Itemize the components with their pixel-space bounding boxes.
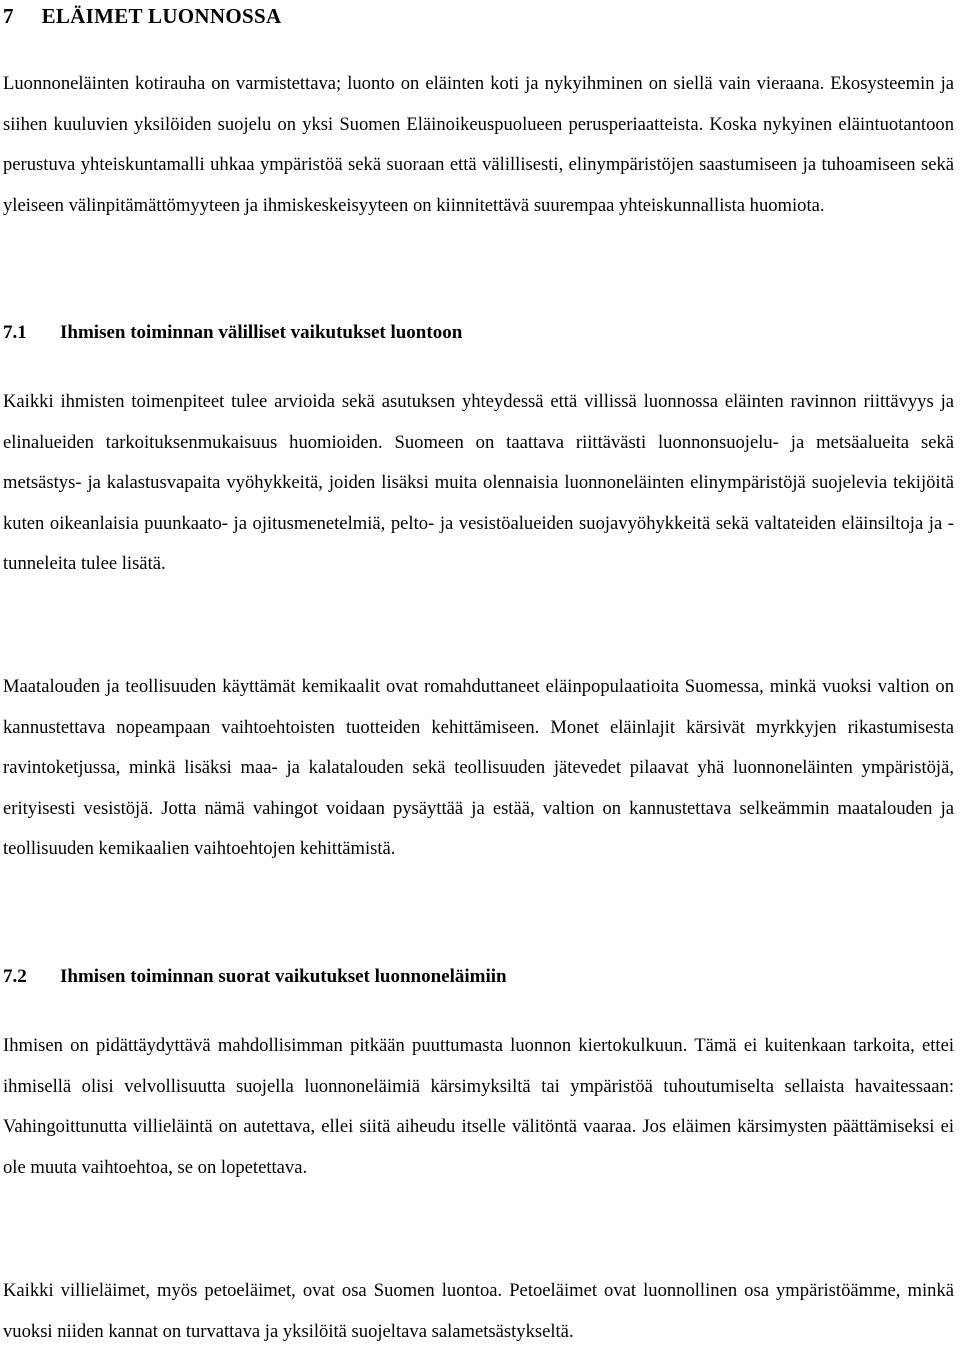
chapter-title: ELÄIMET LUONNOSSA [41,4,282,28]
chapter-heading [3,2,281,30]
section-7-1-number: 7.1 [3,322,27,343]
section-7-1-heading [3,320,462,346]
section-7-2-heading [3,964,507,990]
chapter-number: 7 [3,4,14,28]
intro-paragraph: Luonnoneläinten kotirauha on varmistettava; luonto on eläinten koti ja nykyihminen on siellä vain vieraana. Ekosysteemin ja siihen kuuluvien yksilöiden suojelu on yksi Suomen Eläinoikeuspuolueen perusperiaatteista. Koska nykyinen eläintuotantoon perustuva yhteiskuntamalli uhkaa ympäristöä sekä suoraan että välillisesti, elinympäristöjen saastumiseen ja tuhoamiseen sekä yleiseen välinpitämättömyyteen ja ihmiskeskeisyyteen on kiinnitettävä suurempaa yhteiskunnallista huomiota. [3,73,954,216]
section-7-2-paragraph-2: Kaikki villieläimet, myös petoeläimet, ovat osa Suomen luontoa. Petoeläimet ovat luonnollinen osa ympäristöämme, minkä vuoksi niiden kannat on turvattava ja yksilöitä suojeltava salametsästykseltä. [3,1280,954,1342]
section-7-1-title: Ihmisen toiminnan välilliset vaikutukset luontoon [60,322,463,343]
section-7-1-paragraph-1: Kaikki ihmisten toimenpiteet tulee arvioida sekä asutuksen yhteydessä että villissä luonnossa eläinten ravinnon riittävyys ja elinalueiden tarkoituksenmukaisuus huomioiden. Suomeen on taattava riittävästi luonnonsuojelu- ja metsäalueita sekä metsästys- ja kalastusvapaita vyöhykkeitä, joiden lisäksi muita olennaisia luonnoneläinten elinympäristöjä suojelevia tekijöitä kuten oikeanlaisia puunkaato- ja ojitusmenetelmiä, pelto- ja vesistöalueiden suojavyöhykkeitä sekä valtateiden eläinsiltoja ja -tunneleita tulee lisätä. [3,391,954,575]
section-7-2-number: 7.2 [3,966,27,987]
section-7-2-paragraph-1: Ihmisen on pidättäydyttävä mahdollisimman pitkään puuttumasta luonnon kiertokulkuun. Tämä ei kuitenkaan tarkoita, ettei ihmisellä olisi velvollisuutta suojella luonnoneläimiä kärsimyksiltä tai ympäristöä tuhoutumiselta sellaista havaitessaan: Vahingoittunutta villieläintä on autettava, ellei siitä aiheudu itselle välitöntä vaaraa. Jos eläimen kärsimysten päättämiseksi ei ole muuta vaihtoehtoa, se on lopetettava. [3,1035,954,1178]
section-7-1-paragraph-2: Maatalouden ja teollisuuden käyttämät kemikaalit ovat romahduttaneet eläinpopulaatioita Suomessa, minkä vuoksi valtion on kannustettava nopeampaan vaihtoehtoisten tuotteiden kehittämiseen. Monet eläinlajit kärsivät myrkkyjen rikastumisesta ravintoketjussa, minkä lisäksi maa- ja kalatalouden sekä teollisuuden jätevedet pilaavat yhä luonnoneläinten ympäristöjä, erityisesti vesistöjä. Jotta nämä vahingot voidaan pysäyttää ja estää, valtion on kannustettava selkeämmin maatalouden ja teollisuuden kemikaalien vaihtoehtojen kehittämistä. [3,676,954,860]
section-7-2-title: Ihmisen toiminnan suorat vaikutukset luonnoneläimiin [60,966,507,987]
